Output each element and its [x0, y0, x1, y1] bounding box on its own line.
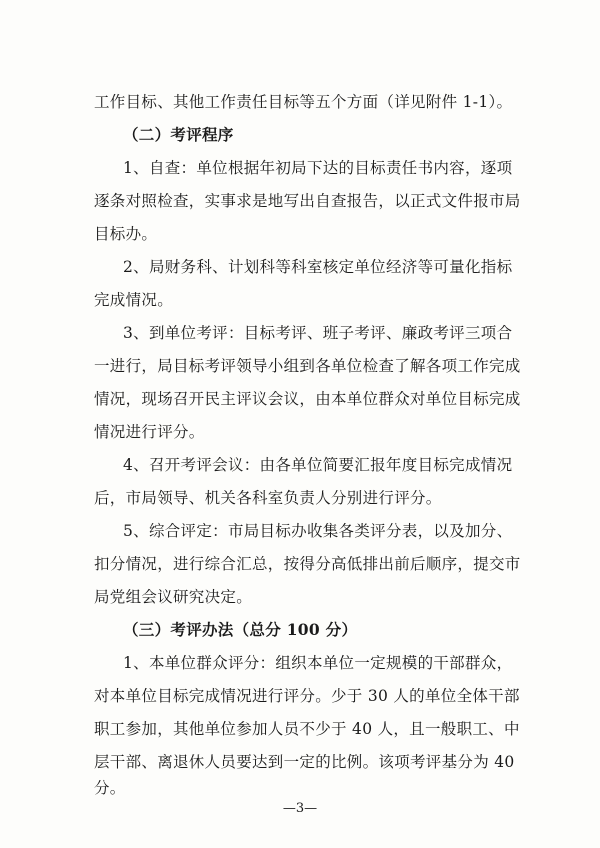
text-line: 1、本单位群众评分：组织本单位一定规模的干部群众， [123, 654, 513, 672]
text-line: 层干部、离退休人员要达到一定的比例。该项考评基分为 40 [94, 753, 515, 771]
text-line: 分。 [94, 779, 126, 797]
text-line: 工作目标、其他工作责任目标等五个方面（详见附件 1-1）。 [94, 93, 513, 111]
text-line: 目标办。 [94, 225, 158, 243]
text-line: 局党组会议研究决定。 [94, 588, 253, 606]
section-heading: （三）考评办法（总分 100 分） [123, 620, 358, 639]
text-line: 对本单位目标完成情况进行评分。少于 30 人的单位全体干部 [94, 687, 520, 705]
text-line: 情况进行评分。 [94, 423, 205, 441]
text-line: 5、综合评定：市局目标办收集各类评分表，以及加分、 [123, 522, 513, 540]
text-line: 后，市局领导、机关各科室负责人分别进行评分。 [94, 489, 442, 507]
text-line: 3、到单位考评：目标考评、班子考评、廉政考评三项合 [123, 324, 513, 342]
text-line: 一进行，局目标考评领导小组到各单位检查了解各项工作完成 [94, 357, 521, 375]
text-line: 完成情况。 [94, 291, 174, 309]
text-line: 扣分情况，进行综合汇总，按得分高低排出前后顺序，提交市 [94, 555, 521, 573]
text-line: 2、局财务科、计划科等科室核定单位经济等可量化指标 [123, 258, 513, 276]
page-number: —3— [282, 801, 318, 816]
text-line: 4、召开考评会议：由各单位简要汇报年度目标完成情况 [123, 456, 513, 474]
section-heading: （二）考评程序 [123, 125, 234, 144]
text-line: 1、自查：单位根据年初局下达的目标责任书内容，逐项 [123, 159, 513, 177]
text-line: 职工参加，其他单位参加人员不少于 40 人，且一般职工、中 [94, 720, 520, 738]
text-line: 情况，现场召开民主评议会议，由本单位群众对单位目标完成 [94, 390, 521, 408]
text-line: 逐条对照检查，实事求是地写出自查报告，以正式文件报市局 [94, 192, 521, 210]
